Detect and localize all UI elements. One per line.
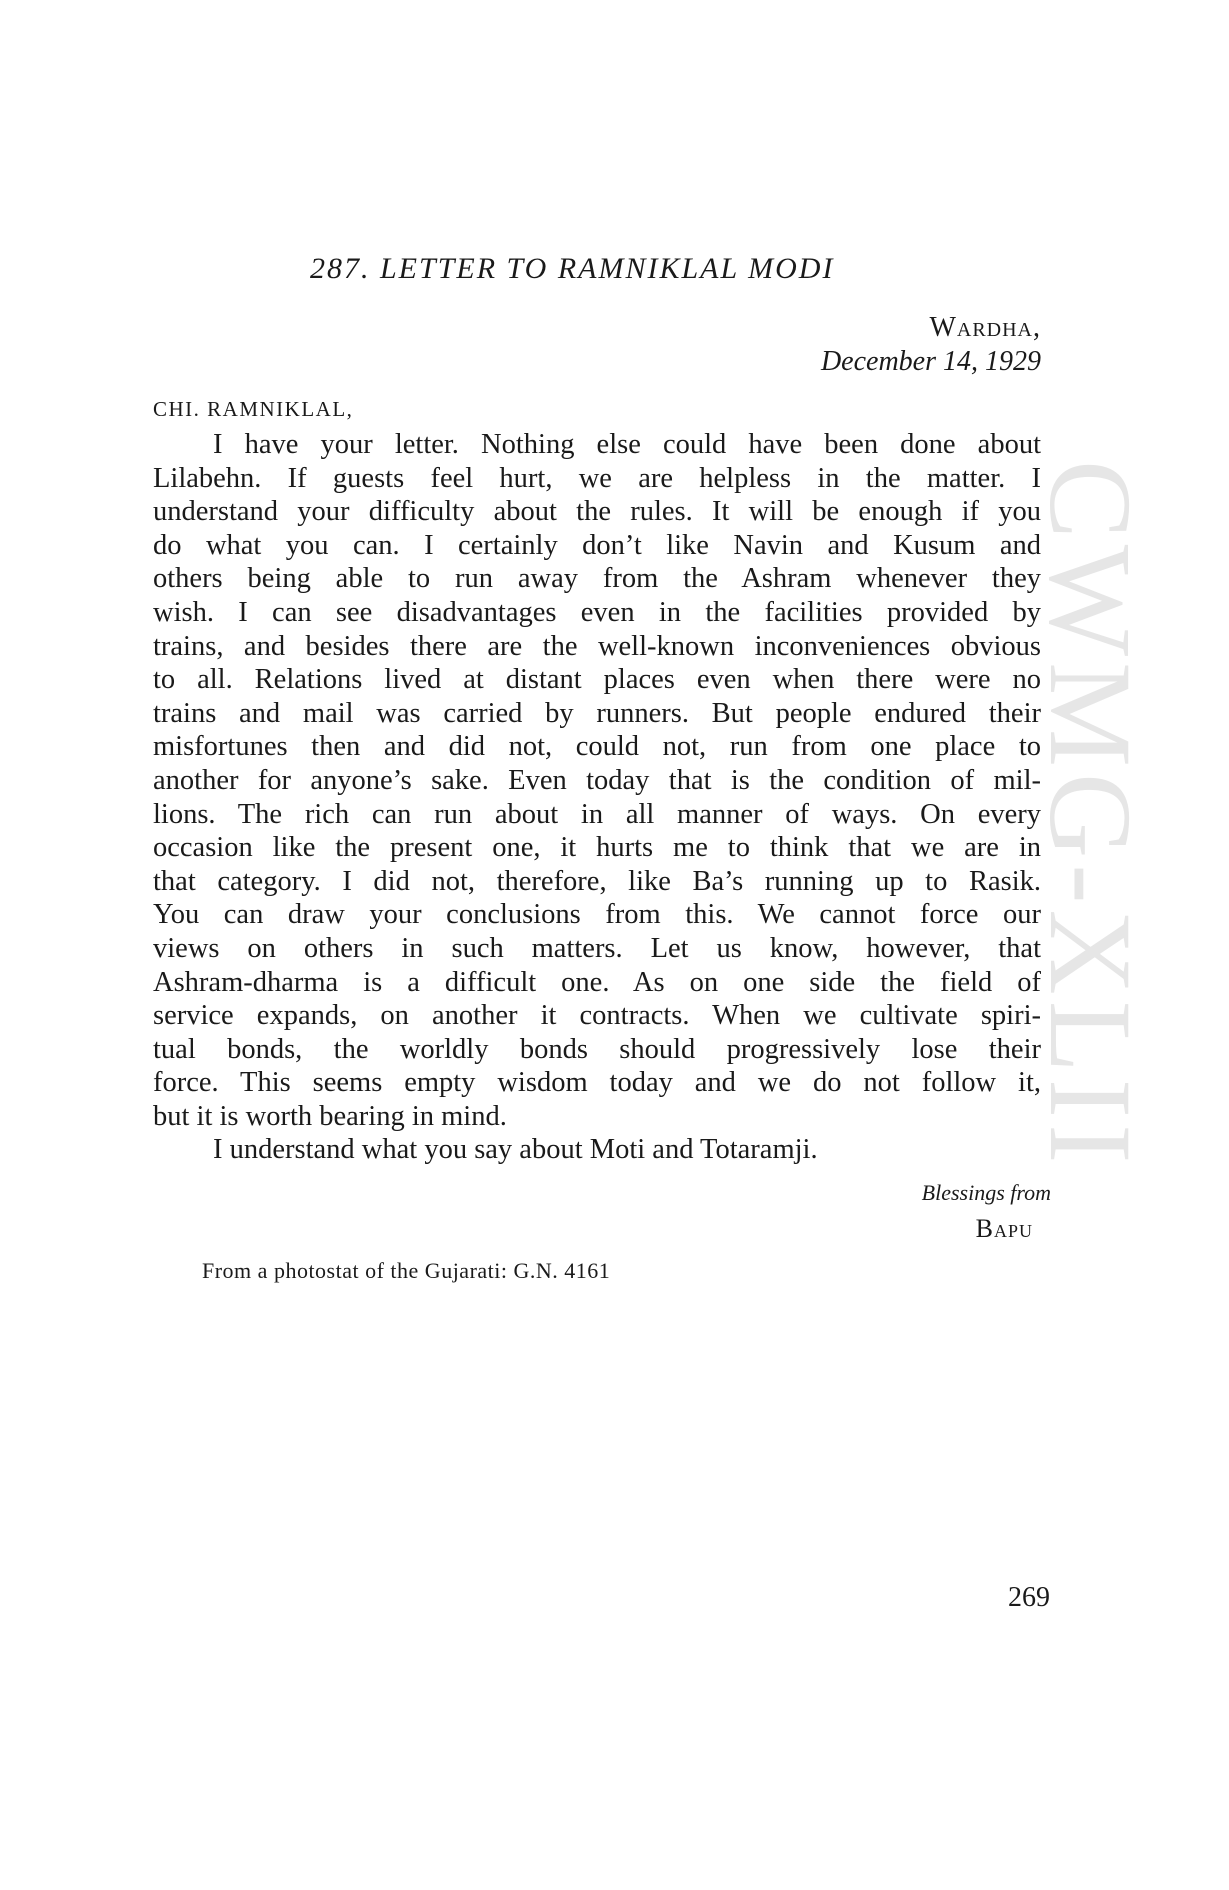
body-line: another for anyone’s sake. Even today that is the condition of mil-: [153, 764, 1041, 796]
closing-line: I understand what you say about Moti and Totaramji.: [213, 1134, 818, 1166]
body-line: others being able to run away from the Ashram whenever they: [153, 563, 1041, 595]
body-line: trains, and besides there are the well-known inconveniences obvious: [153, 630, 1041, 662]
body-line: that category. I did not, therefore, like Ba’s running up to Rasik.: [153, 865, 1041, 897]
body-line: Lilabehn. If guests feel hurt, we are helpless in the matter. I: [153, 462, 1041, 494]
source-note: From a photostat of the Gujarati: G.N. 4161: [202, 1258, 611, 1283]
body-line: force. This seems empty wisdom today and we do not follow it,: [153, 1067, 1041, 1099]
body-line: views on others in such matters. Let us know, however, that: [153, 932, 1041, 964]
blessings: Blessings from: [921, 1180, 1051, 1205]
letter-place: Wardha,: [929, 312, 1041, 343]
body-line: to all. Relations lived at distant places even when there were no: [153, 664, 1041, 696]
letter-heading: 287. LETTER TO RAMNIKLAL MODI: [310, 252, 835, 285]
letter-date: December 14, 1929: [820, 346, 1041, 377]
body-line: trains and mail was carried by runners. But people endured their: [153, 697, 1041, 729]
body-line: lions. The rich can run about in all manner of ways. On every: [153, 798, 1041, 830]
body-line: but it is worth bearing in mind.: [153, 1100, 507, 1132]
signature: Bapu: [975, 1214, 1033, 1243]
body-line: tual bonds, the worldly bonds should progressively lose their: [153, 1033, 1041, 1065]
body-line: wish. I can see disadvantages even in the facilities provided by: [153, 596, 1041, 628]
page-number: 269: [1008, 1582, 1050, 1613]
body-line: Ashram-dharma is a difficult one. As on one side the field of: [153, 966, 1041, 998]
body-line: do what you can. I certainly don’t like Navin and Kusum and: [153, 529, 1041, 561]
body-line: You can draw your conclusions from this. We cannot force our: [153, 899, 1041, 931]
letter-body: [153, 428, 1041, 1167]
cwmg-watermark: CWMG-XLII: [1025, 460, 1156, 1170]
body-line: occasion like the present one, it hurts me to think that we are in: [153, 832, 1041, 864]
body-line: service expands, on another it contracts. When we cultivate spiri-: [153, 1000, 1041, 1032]
body-line: I have your letter. Nothing else could have been done about: [213, 429, 1041, 460]
body-line: misfortunes then and did not, could not, run from one place to: [153, 731, 1041, 763]
body-line: understand your difficulty about the rules. It will be enough if you: [153, 496, 1041, 528]
salutation: CHI. RAMNIKLAL,: [153, 397, 354, 421]
